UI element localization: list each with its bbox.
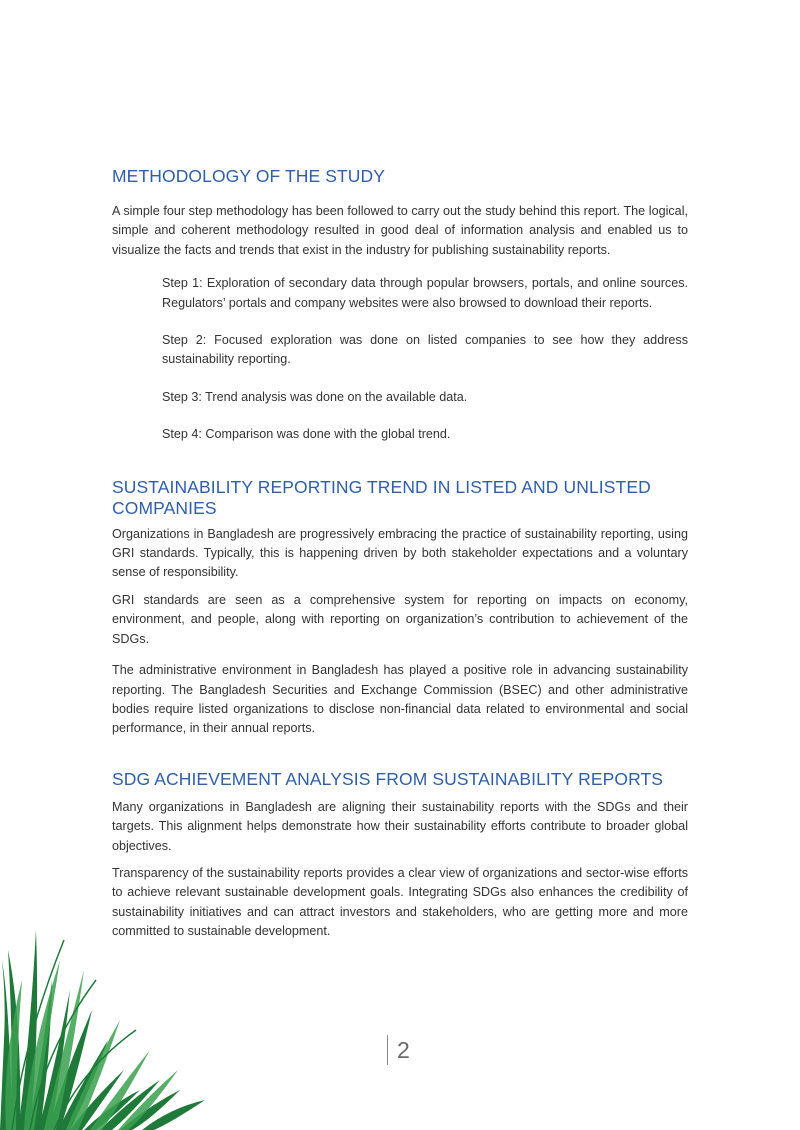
page-number: 2 — [387, 1035, 410, 1065]
grass-illustration-icon — [0, 920, 220, 1130]
reporting-trend-paragraph-1: Organizations in Bangladesh are progressively embracing the practice of sustainability reporting, using GRI standards. Typically, this is happening driven by both stakeholder expectations and a voluntary sense of responsibility. — [112, 526, 688, 580]
step-4: Step 4: Comparison was done with the global trend. — [162, 427, 451, 442]
page-content — [112, 166, 688, 942]
step-1: Step 1: Exploration of secondary data through popular browsers, portals, and online sources. Regulators’ portals and company websites were also browsed to download their reports. — [162, 276, 688, 310]
reporting-trend-paragraph-2: GRI standards are seen as a comprehensive system for reporting on impacts on economy, environment, and people, along with reporting on organization’s contribution to achievement of the SDGs. — [112, 592, 688, 646]
step-2: Step 2: Focused exploration was done on listed companies to see how they address sustainability reporting. — [162, 333, 688, 367]
section-title-methodology: METHODOLOGY OF THE STUDY — [112, 166, 386, 186]
sdg-analysis-paragraph-2: Transparency of the sustainability reports provides a clear view of organizations and sector-wise efforts to achieve relevant sustainable development goals. Integrating SDGs also enhances the credibility of sustainability initiatives and can attract investors and stakeholders, who are getting more and more committed to sustainable development. — [112, 865, 688, 939]
section-title-reporting-trend: SUSTAINABILITY REPORTING TREND IN LISTED AND UNLISTED COMPANIES — [112, 476, 651, 518]
methodology-intro: A simple four step methodology has been followed to carry out the study behind this report. The logical, simple and coherent methodology resulted in good deal of information analysis and enabled us to visualize the facts and trends that exist in the industry for publishing sustainability reports. — [112, 204, 688, 257]
reporting-trend-paragraph-3: The administrative environment in Bangladesh has played a positive role in advancing sustainability reporting. The Bangladesh Securities and Exchange Commission (BSEC) and other administrative bodies require listed organizations to disclose non-financial data related to environmental and social performance, in their annual reports. — [112, 663, 688, 736]
step-3: Step 3: Trend analysis was done on the available data. — [162, 389, 468, 404]
sdg-analysis-paragraph-1: Many organizations in Bangladesh are aligning their sustainability reports with the SDGs and their targets. This alignment helps demonstrate how their sustainability efforts contribute to broader global objectives. — [112, 799, 688, 853]
section-title-sdg-analysis: SDG ACHIEVEMENT ANALYSIS FROM SUSTAINABILITY REPORTS — [112, 768, 664, 789]
methodology-steps — [162, 274, 688, 444]
